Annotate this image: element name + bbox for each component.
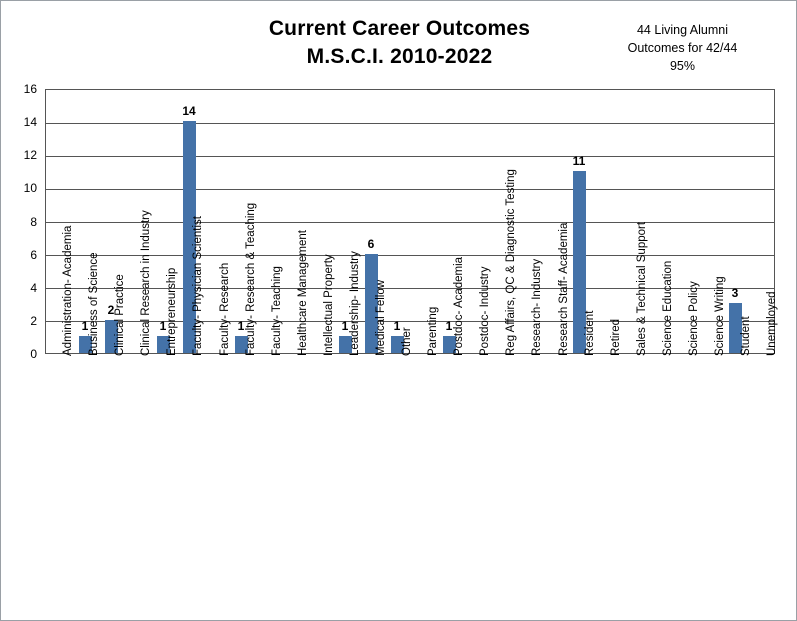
x-label-slot <box>723 316 753 606</box>
x-label-slot <box>671 281 700 606</box>
x-tick-label: Faculty- Physician Scientist <box>192 216 205 356</box>
x-label-slot <box>410 306 440 606</box>
x-tick-label: Student <box>740 316 753 356</box>
y-tick-label: 8 <box>30 214 37 229</box>
bar-value-label: 1 <box>159 319 167 334</box>
x-tick-label: Business of Science <box>88 252 101 356</box>
x-label-slot <box>749 291 779 606</box>
x-tick-label: Postdoc- Academia <box>453 256 466 356</box>
x-tick-label: Clinical Practice <box>114 274 127 356</box>
y-tick-label: 10 <box>23 181 37 196</box>
y-tick-label: 14 <box>23 115 37 130</box>
bar-value-label: 1 <box>341 319 349 334</box>
x-tick-label: Entrepreneurship <box>166 267 179 356</box>
y-tick-label: 0 <box>30 347 37 361</box>
x-label-slot <box>201 262 231 606</box>
x-tick-label: Faculty- Teaching <box>270 266 283 356</box>
x-tick-label: Leadership- Industry <box>348 251 361 356</box>
x-label-slot <box>697 276 726 606</box>
x-label-slot <box>514 258 544 606</box>
x-tick-label: Administration- Academia <box>62 225 75 356</box>
x-axis-labels <box>45 169 779 606</box>
x-tick-label: Sales & Technical Support <box>635 221 648 356</box>
x-tick-label: Clinical Research in Industry <box>140 210 153 356</box>
x-tick-label: Science Policy <box>687 281 700 356</box>
bar-value-label: 1 <box>445 319 453 334</box>
x-label-slot <box>254 266 283 606</box>
x-label-slot <box>332 251 361 606</box>
x-label-slot <box>123 210 153 606</box>
x-tick-label: Postdoc- Industry <box>479 266 492 356</box>
x-label-slot <box>45 225 75 606</box>
x-label-slot <box>488 169 518 606</box>
bar-slot <box>384 90 410 353</box>
x-tick-label: Resident <box>583 310 596 356</box>
y-tick-label: 2 <box>30 313 37 328</box>
x-label-slot <box>228 202 257 606</box>
bar-value-label: 11 <box>572 153 586 168</box>
annotation-line-3: 95% <box>669 59 696 73</box>
alumni-annotation <box>595 21 770 75</box>
bar-value-label: 6 <box>367 236 375 251</box>
x-tick-label: Science Writing <box>713 276 726 356</box>
x-tick-label: Research Staff- Academia <box>557 222 570 356</box>
bar-value-label: 1 <box>237 319 245 334</box>
bar-value-label: 14 <box>182 104 196 119</box>
x-label-slot <box>71 252 101 606</box>
y-tick-label: 12 <box>23 148 37 163</box>
chart-subtitle: M.S.C.I. 2010-2022 <box>306 45 493 68</box>
bar-value-label: 2 <box>107 302 115 317</box>
x-tick-label: Science Education <box>661 260 674 356</box>
y-axis <box>1 82 41 361</box>
annotation-line-2: Outcomes for 42/44 <box>627 41 738 55</box>
bar-value-label: 3 <box>731 286 739 301</box>
x-label-slot <box>619 221 648 606</box>
x-tick-label: Healthcare Management <box>296 230 309 356</box>
x-label-slot <box>384 327 414 606</box>
x-tick-label: Intellectual Property <box>322 254 335 356</box>
x-label-slot <box>593 318 622 606</box>
x-label-slot <box>645 260 674 606</box>
x-label-slot <box>436 256 466 606</box>
x-tick-label: Retired <box>609 318 622 356</box>
annotation-line-1: 44 Living Alumni <box>636 23 729 37</box>
x-label-slot <box>280 230 309 606</box>
x-label-slot <box>97 274 127 606</box>
chart-title: Current Career Outcomes <box>268 17 531 40</box>
y-tick-label: 4 <box>30 280 37 295</box>
x-tick-label: Faculty- Research & Teaching <box>244 202 257 356</box>
x-tick-label: Faculty- Research <box>218 262 231 356</box>
x-tick-label: Parenting <box>427 306 440 356</box>
x-tick-label: Unemployed <box>766 291 779 356</box>
x-tick-label: Reg Affairs, QC & Diagnostic Testing <box>505 169 518 356</box>
x-label-slot <box>306 254 335 606</box>
x-tick-label: Research- Industry <box>531 258 544 356</box>
x-label-slot <box>149 267 179 606</box>
x-label-slot <box>540 222 570 606</box>
y-tick-label: 16 <box>23 82 37 96</box>
x-label-slot <box>358 279 387 606</box>
y-tick-label: 6 <box>30 247 37 262</box>
x-label-slot <box>567 310 596 606</box>
x-tick-label: Medical Fellow <box>374 279 387 356</box>
x-label-slot <box>462 266 492 606</box>
bar-value-label: 1 <box>81 319 89 334</box>
x-label-slot <box>175 216 205 606</box>
x-tick-label: Other <box>401 327 414 356</box>
bar-value-label: 1 <box>393 319 401 334</box>
